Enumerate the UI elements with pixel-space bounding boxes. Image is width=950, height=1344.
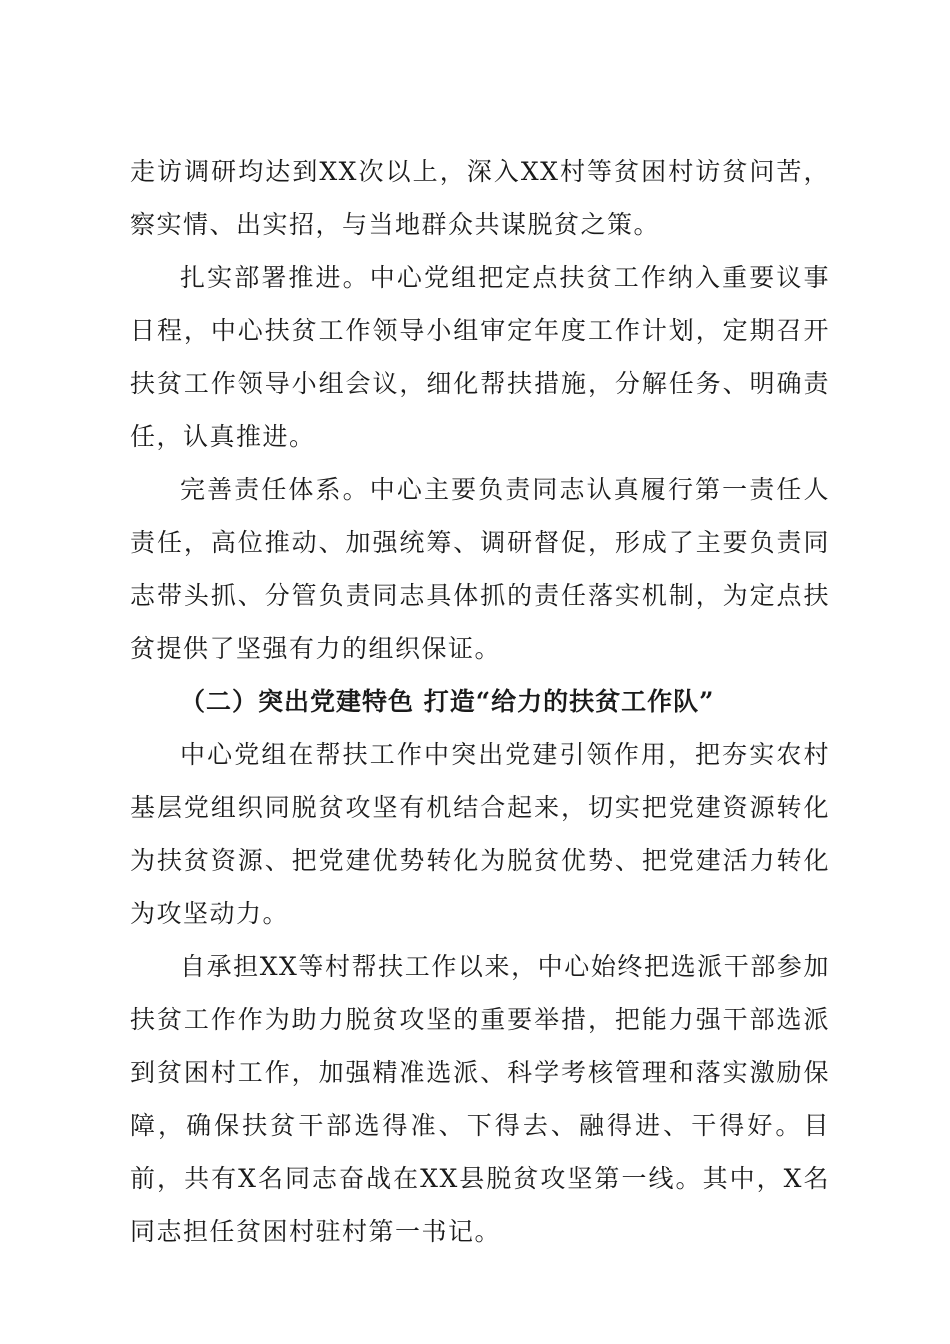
paragraph-party-leadership: 中心党组在帮扶工作中突出党建引领作用，把夯实农村基层党组织同脱贫攻坚有机结合起来，切实把党建资源转化为扶贫资源、把党建优势转化为脱贫优势、把党建活力转化为攻坚动力。	[130, 740, 830, 928]
paragraph-responsibility: 完善责任体系。中心主要负责同志认真履行第一责任人责任，高位推动、加强统筹、调研督促，形成了主要负责同志带头抓、分管负责同志具体抓的责任落实机制，为定点扶贫提供了坚强有力的组织保证。	[130, 475, 830, 663]
paragraph-deployment: 扎实部署推进。中心党组把定点扶贫工作纳入重要议事日程，中心扶贫工作领导小组审定年度工作计划，定期召开扶贫工作领导小组会议，细化帮扶措施，分解任务、明确责任，认真推进。	[130, 263, 830, 451]
document-body	[130, 145, 830, 1258]
paragraph-cadre-selection: 自承担XX等村帮扶工作以来，中心始终把选派干部参加扶贫工作作为助力脱贫攻坚的重要举措，把能力强干部选派到贫困村工作，加强精准选派、科学考核管理和落实激励保障，确保扶贫干部选得准、下得去、融得进、干得好。目前，共有X名同志奋战在XX县脱贫攻坚第一线。其中，X名同志担任贫困村驻村第一书记。	[130, 952, 830, 1246]
section-heading-party-building: （二）突出党建特色 打造“给力的扶贫工作队”	[180, 687, 715, 716]
paragraph-visits: 走访调研均达到XX次以上，深入XX村等贫困村访贫问苦，察实情、出实招，与当地群众共谋脱贫之策。	[130, 157, 830, 239]
